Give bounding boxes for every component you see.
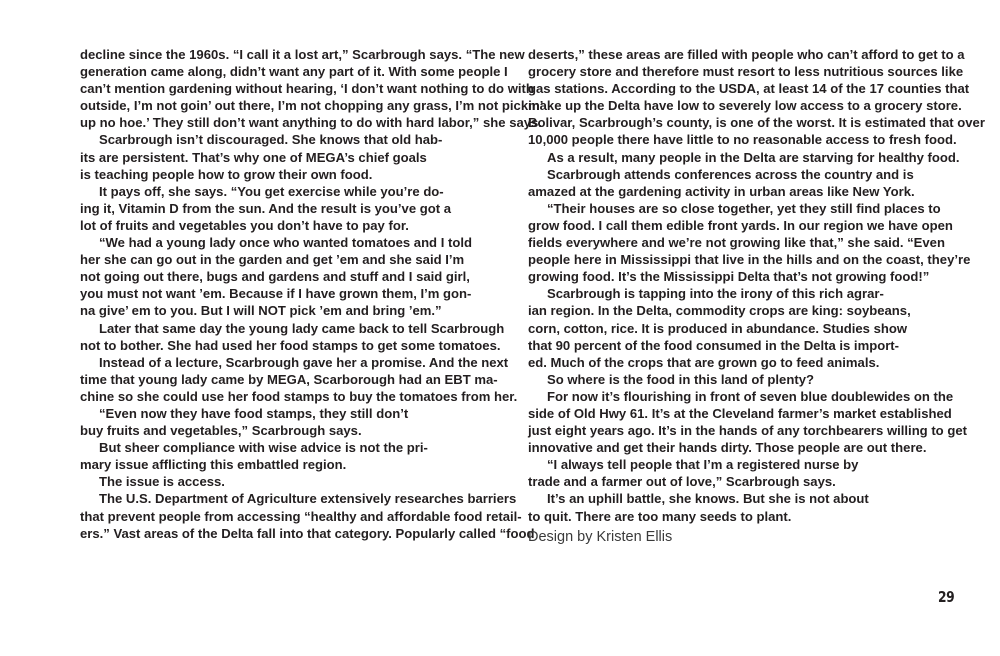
text-line: time that young lady came by MEGA, Scarborough had an EBT ma- xyxy=(80,371,498,387)
text-line: So where is the food in this land of plenty? xyxy=(547,371,814,387)
text-line: corn, cotton, rice. It is produced in abundance. Studies show xyxy=(528,320,908,336)
text-line: growing food. It’s the Mississippi Delta that’s not growing food!” xyxy=(528,269,930,285)
design-credit: Design by Kristen Ellis xyxy=(528,528,673,545)
text-line: to quit. There are too many seeds to plant. xyxy=(528,508,792,524)
text-line: ing it, Vitamin D from the sun. And the result is you’ve got a xyxy=(80,200,452,216)
text-line: As a result, many people in the Delta are starving for healthy food. xyxy=(547,149,960,165)
text-line: ers.” Vast areas of the Delta fall into that category. Popularly called “food xyxy=(80,525,535,541)
text-line: Bolivar, Scarbrough’s county, is one of the worst. It is estimated that over xyxy=(528,115,985,131)
text-line: “I always tell people that I’m a registered nurse by xyxy=(547,457,859,473)
text-line: not going out there, bugs and gardens and stuff and I said girl, xyxy=(80,269,470,285)
right-column-body xyxy=(528,46,985,525)
text-line: its are persistent. That’s why one of MEGA’s chief goals xyxy=(80,149,427,165)
text-line: trade and a farmer out of love,” Scarbrough says. xyxy=(528,474,836,490)
text-line: Instead of a lecture, Scarbrough gave her a promise. And the next xyxy=(99,354,509,370)
text-line: “We had a young lady once who wanted tomatoes and I told xyxy=(99,235,472,251)
text-line: can’t mention gardening without hearing, ‘I don’t want nothing to do with xyxy=(80,81,534,97)
text-line: amazed at the gardening activity in urban areas like New York. xyxy=(528,183,915,199)
text-line: na give’ em to you. But I will NOT pick ’em and bring ’em.” xyxy=(80,303,442,319)
text-line: For now it’s flourishing in front of seven blue doublewides on the xyxy=(547,388,954,404)
text-line: But sheer compliance with wise advice is not the pri- xyxy=(99,440,428,456)
text-line: deserts,” these areas are filled with people who can’t afford to get to a xyxy=(528,47,965,62)
text-line: grow food. I call them edible front yards. In our region we have open xyxy=(528,217,953,233)
text-line: outside, I’m not goin’ out there, I’m not chopping any grass, I’m not pickin’ xyxy=(80,98,544,114)
text-line: The issue is access. xyxy=(99,474,225,490)
text-line: ian region. In the Delta, commodity crops are king: soybeans, xyxy=(528,303,911,319)
text-line: you must not want ’em. Because if I have grown them, I’m gon- xyxy=(80,286,472,302)
text-line: It’s an uphill battle, she knows. But she is not about xyxy=(547,491,869,507)
text-line: Scarbrough is tapping into the irony of this rich agrar- xyxy=(547,286,884,302)
text-line: “Their houses are so close together, yet they still find places to xyxy=(547,200,941,216)
text-line: It pays off, she says. “You get exercise while you’re do- xyxy=(99,183,444,199)
text-line: generation came along, didn’t want any part of it. With some people I xyxy=(80,64,508,80)
text-line: not to bother. She had used her food stamps to get some tomatoes. xyxy=(80,337,501,353)
text-line: Later that same day the young lady came back to tell Scarbrough xyxy=(99,320,505,336)
text-line: people here in Mississippi that live in the hills and on the coast, they’re xyxy=(528,252,971,268)
right-column xyxy=(528,46,985,546)
text-line: 10,000 people there have little to no reasonable access to fresh food. xyxy=(528,132,957,148)
text-line: decline since the 1960s. “I call it a lost art,” Scarbrough says. “The new xyxy=(80,47,525,62)
text-line: make up the Delta have low to severely low access to a grocery store. xyxy=(528,98,962,114)
text-line: that 90 percent of the food consumed in the Delta is import- xyxy=(528,337,900,353)
text-line: mary issue afflicting this embattled region. xyxy=(80,457,347,473)
text-line: Scarbrough isn’t discouraged. She knows that old hab- xyxy=(99,132,443,148)
text-line: ed. Much of the crops that are grown go to feed animals. xyxy=(528,354,880,370)
text-line: her she can go out in the garden and get ’em and she said I’m xyxy=(80,252,465,268)
text-line: just eight years ago. It’s in the hands of any torchbearers willing to get xyxy=(528,423,967,439)
text-line: up no hoe.’ They still don’t want anything to do with hard labor,” she says. xyxy=(80,115,542,131)
text-line: buy fruits and vegetables,” Scarbrough says. xyxy=(80,423,362,439)
text-line: that prevent people from accessing “healthy and affordable food retail- xyxy=(80,508,522,524)
text-line: lot of fruits and vegetables you don’t have to pay for. xyxy=(80,217,409,233)
text-line: gas stations. According to the USDA, at least 14 of the 17 counties that xyxy=(528,81,970,97)
page-number: 29 xyxy=(938,588,955,606)
text-line: “Even now they have food stamps, they still don’t xyxy=(99,405,409,421)
text-line: is teaching people how to grow their own food. xyxy=(80,166,373,182)
text-line: grocery store and therefore must resort to less nutritious sources like xyxy=(528,64,964,80)
text-line: innovative and get their hands dirty. Those people are out there. xyxy=(528,440,927,456)
text-line: side of Old Hwy 61. It’s at the Cleveland farmer’s market established xyxy=(528,405,952,421)
text-line: fields everywhere and we’re not growing like that,” she said. “Even xyxy=(528,235,945,251)
text-line: Scarbrough attends conferences across the country and is xyxy=(547,166,914,182)
text-line: chine so she could use her food stamps to buy the tomatoes from her. xyxy=(80,388,518,404)
left-column xyxy=(80,46,544,542)
text-line: The U.S. Department of Agriculture extensively researches barriers xyxy=(99,491,517,507)
